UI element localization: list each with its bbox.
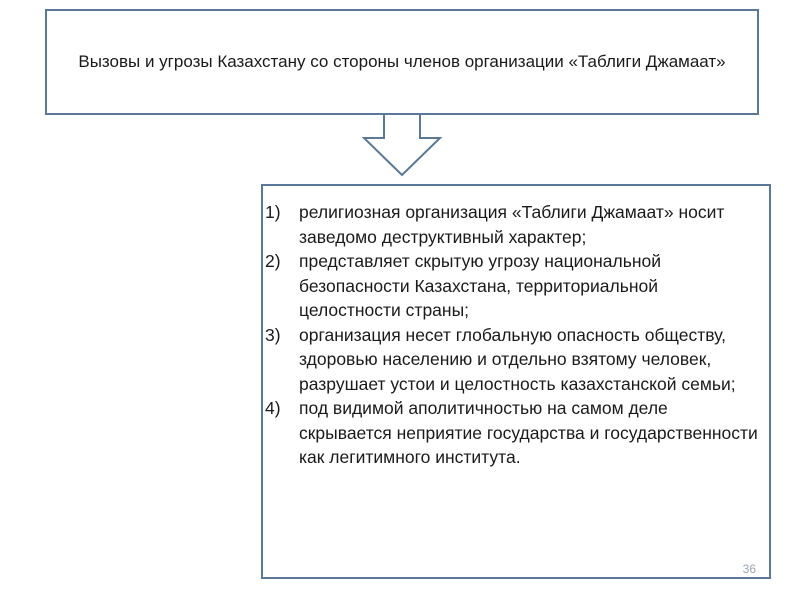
list-item-number: 4) bbox=[265, 398, 281, 418]
list-item bbox=[263, 396, 759, 470]
list-item bbox=[263, 249, 759, 323]
consequences-box bbox=[261, 184, 771, 579]
list-item bbox=[263, 323, 759, 397]
list-item bbox=[263, 200, 759, 249]
list-item-number: 1) bbox=[265, 202, 281, 222]
list-item-number: 2) bbox=[265, 251, 281, 271]
list-item-text: религиозная организация «Таблиги Джамаат» носит заведомо деструктивный характер; bbox=[299, 202, 725, 247]
down-arrow-icon bbox=[360, 112, 444, 178]
list-item-number: 3) bbox=[265, 324, 281, 345]
consequences-list bbox=[263, 200, 759, 470]
header-title: Вызовы и угрозы Казахстану со стороны членов организации «Таблиги Джамаат» bbox=[78, 52, 726, 71]
list-item-text: представляет скрытую угрозу национальной безопасности Казахстана, территориальной целостности страны; bbox=[299, 251, 662, 320]
list-item-text: организация несет глобальную опасность обществу, здоровью населению и отдельно взятому человек, разрушает устои и целостность казахстанской семьи; bbox=[299, 324, 736, 394]
list-item-text: под видимой аполитичностью на самом деле скрывается неприятие государства и государственности как легитимного института. bbox=[299, 398, 758, 467]
header-box bbox=[45, 9, 759, 115]
page-number: 36 bbox=[742, 562, 756, 576]
